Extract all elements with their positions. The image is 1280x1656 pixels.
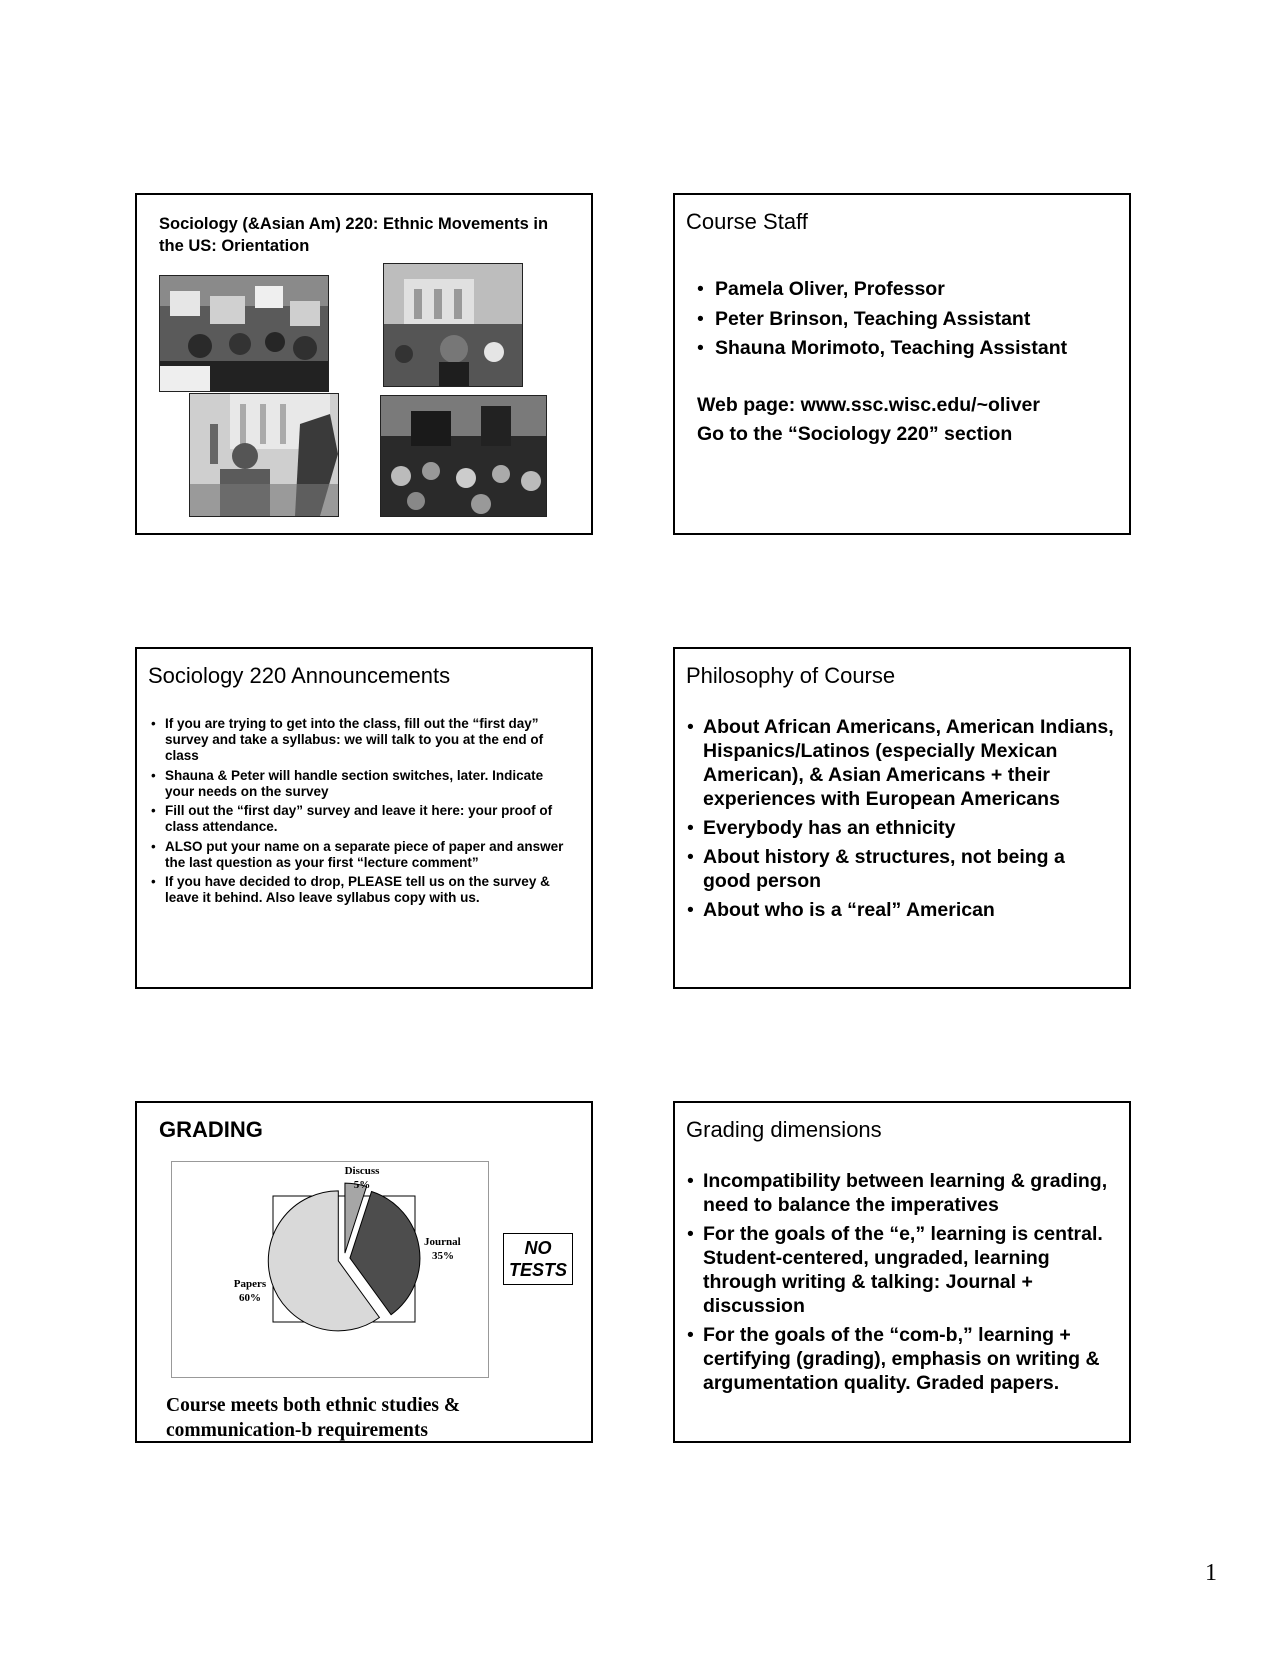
list-item: • Incompatibility between learning & grading, need to balance the imperatives: [687, 1169, 1117, 1217]
slide-title: Sociology 220 Announcements: [148, 663, 451, 688]
dimensions-list: [687, 1169, 1117, 1400]
web-page-line: Web page: www.ssc.wisc.edu/~oliver: [697, 394, 1040, 416]
list-item: • If you are trying to get into the class, fill out the “first day” survey and take a syllabus: we will talk to you at the end of class: [149, 716, 569, 764]
slide-grading: [135, 1101, 593, 1443]
list-item: • For the goals of the “e,” learning is central. Student-centered, ungraded, learning through writing & talking: Journal + discussion: [687, 1222, 1117, 1318]
pie-value-journal: 35%: [432, 1250, 454, 1262]
pie-value-papers: 60%: [239, 1292, 261, 1304]
list-item: • For the goals of the “com-b,” learning + certifying (grading), emphasis on writing & argumentation quality. Graded papers.: [687, 1323, 1117, 1395]
slide-philosophy: [673, 647, 1131, 989]
list-item: • ALSO put your name on a separate piece of paper and answer the last question as your first “lecture comment”: [149, 839, 569, 871]
requirements-note: [166, 1393, 566, 1443]
slide-title: GRADING: [159, 1117, 263, 1142]
list-item: • About who is a “real” American: [687, 898, 1117, 922]
slide-grading-dimensions: [673, 1101, 1131, 1443]
list-item: • Everybody has an ethnicity: [687, 816, 1117, 840]
slide-title: Philosophy of Course: [686, 663, 896, 688]
no-tests-line: NO: [524, 1238, 552, 1258]
slide-course-staff: [673, 193, 1131, 535]
slide-announcements: [135, 647, 593, 989]
list-item: • About history & structures, not being a good person: [687, 845, 1117, 893]
pie-label-discuss: Discuss: [344, 1165, 380, 1177]
pie-chart-svg: [172, 1162, 488, 1377]
pie-label-journal: Journal: [424, 1236, 461, 1248]
list-item: • Fill out the “first day” survey and leave it here: your proof of class attendance.: [149, 803, 569, 835]
grading-pie-chart: [171, 1161, 489, 1378]
page-number: 1: [1205, 1560, 1217, 1586]
pie-value-discuss: 5%: [353, 1179, 371, 1191]
list-item: • Shauna Morimoto, Teaching Assistant: [697, 334, 1117, 364]
slide-title: Sociology (&Asian Am) 220: Ethnic Movements in the US: Orientation: [159, 215, 549, 255]
no-tests-line: TESTS: [508, 1260, 567, 1280]
staff-list: [697, 275, 1117, 364]
announcement-list: [149, 716, 569, 910]
protest-photo-4: [380, 395, 547, 517]
slide-orientation: [135, 193, 593, 535]
list-item: • Peter Brinson, Teaching Assistant: [697, 305, 1117, 335]
protest-photo-1: [159, 275, 329, 392]
protest-photo-2: [383, 263, 523, 387]
slide-title: Grading dimensions: [686, 1117, 882, 1142]
slide-title: Course Staff: [686, 209, 808, 234]
protest-photo-3: [189, 393, 339, 517]
section-line: Go to the “Sociology 220” section: [697, 423, 1013, 445]
requirements-line: Course meets both ethnic studies &: [166, 1395, 461, 1416]
list-item: • About African Americans, American Indians, Hispanics/Latinos (especially Mexican American), & Asian Americans + their experiences with European Americans: [687, 715, 1117, 811]
list-item: • Shauna & Peter will handle section switches, later. Indicate your needs on the survey: [149, 768, 569, 800]
pie-label-papers: Papers: [233, 1278, 267, 1290]
requirements-line: communication-b requirements: [166, 1420, 428, 1441]
list-item: • If you have decided to drop, PLEASE tell us on the survey & leave it behind. Also leave syllabus copy with us.: [149, 874, 569, 906]
list-item: • Pamela Oliver, Professor: [697, 275, 1117, 305]
no-tests-box: [503, 1233, 573, 1285]
philosophy-list: [687, 715, 1117, 927]
